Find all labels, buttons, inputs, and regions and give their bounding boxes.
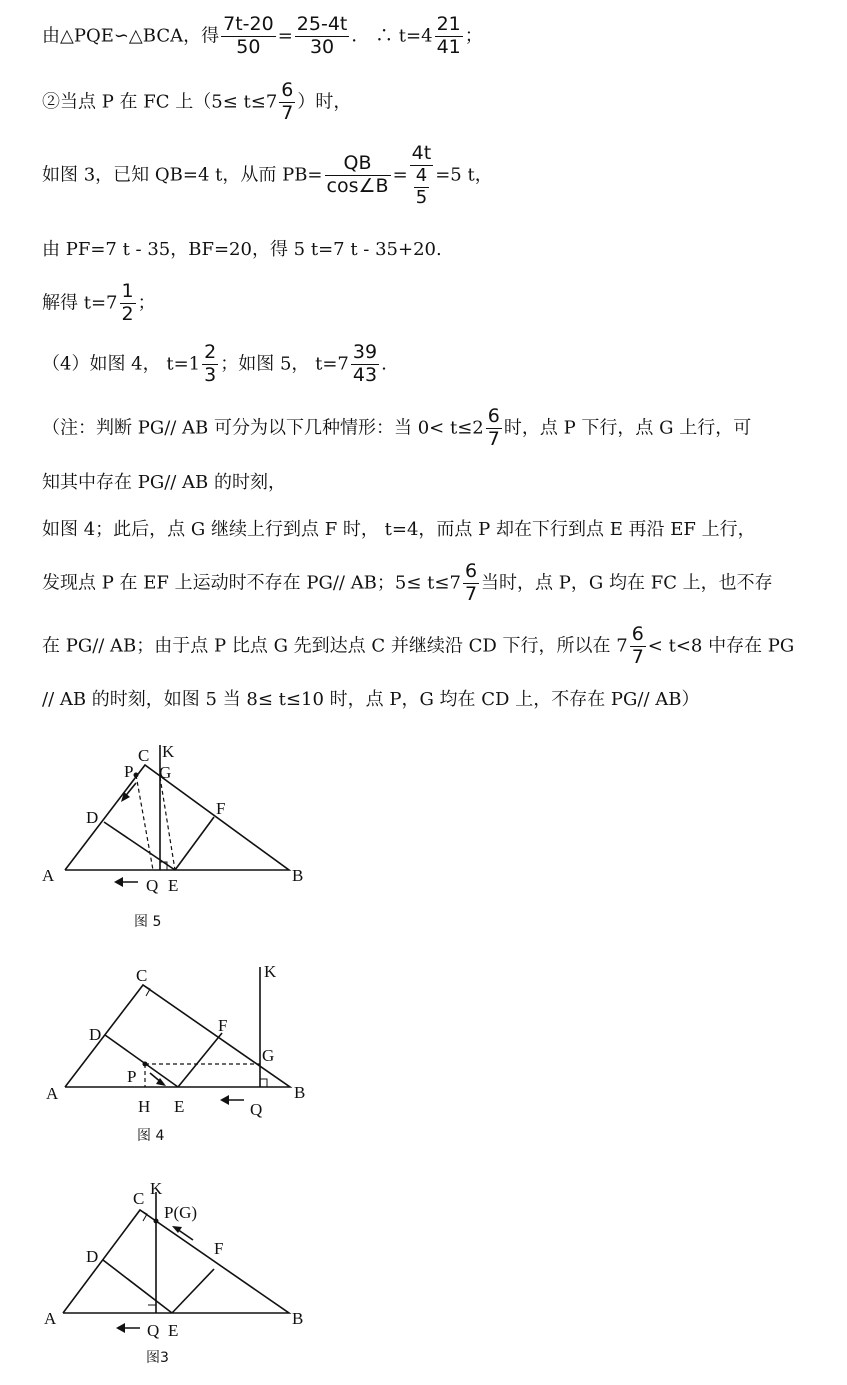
label-a: A: [44, 1309, 57, 1328]
right-angle-mark: [260, 1079, 267, 1087]
segment-ef: [172, 1269, 214, 1313]
fraction: [221, 14, 276, 59]
denominator: 50: [236, 35, 261, 58]
line-pb: [42, 143, 493, 208]
numerator: 21: [436, 13, 461, 35]
segment-de: [104, 822, 175, 870]
text: ）时，: [297, 91, 352, 113]
segment-de: [103, 1260, 172, 1313]
label-e: E: [168, 1321, 179, 1340]
figure-4: [0, 955, 340, 1155]
text: ． ∴ t=4: [351, 25, 433, 47]
note-line-5: [42, 624, 794, 669]
label-d: D: [89, 1025, 102, 1044]
fraction: [295, 14, 350, 59]
figure-5: [0, 735, 340, 935]
label-b: B: [292, 1309, 304, 1328]
denominator: [410, 166, 434, 208]
label-e: E: [168, 876, 179, 895]
label-k: K: [150, 1179, 163, 1198]
label-f: F: [216, 799, 226, 818]
label-k: K: [264, 962, 277, 981]
text: =5 t，: [435, 164, 493, 186]
label-b: B: [294, 1083, 306, 1102]
line-similar-triangles: [42, 14, 483, 59]
arrowhead: [114, 877, 123, 887]
fraction: [463, 561, 479, 606]
fraction: [202, 342, 218, 387]
text: .: [381, 353, 387, 375]
numerator: 25-4t: [296, 13, 348, 35]
label-a: A: [42, 866, 55, 885]
text: （4）如图 4， t=1: [42, 353, 201, 375]
segment-ef: [175, 817, 214, 870]
label-f: F: [218, 1016, 228, 1035]
label-a: A: [46, 1084, 59, 1103]
note-line-1: [42, 406, 751, 451]
text: 在 PG// AB；由于点 P 比点 G 先到达点 C 并继续沿 CD 下行，所以在 7: [42, 635, 628, 657]
note-line-4: [42, 561, 773, 606]
fraction: [351, 342, 379, 387]
nested-fraction: [414, 166, 429, 208]
line-equation: 由 PF=7 t - 35，BF=20，得 5 t=7 t - 35+20.: [42, 239, 442, 260]
line-case-2: [42, 80, 351, 125]
label-c: C: [133, 1189, 145, 1208]
numerator: 7t-20: [223, 13, 274, 35]
text: ；如图 5， t=7: [220, 353, 349, 375]
denominator: cos∠B: [326, 175, 389, 198]
point-p: [134, 773, 139, 778]
numerator: 4: [415, 164, 428, 186]
fraction: [325, 153, 391, 198]
label-p: P: [127, 1067, 137, 1086]
numerator: 6: [464, 560, 478, 582]
text: 当时，点 P，G 均在 FC 上，也不存: [481, 572, 773, 594]
denominator: 7: [631, 645, 644, 668]
numerator: 4t: [411, 142, 432, 164]
denominator: 7: [281, 101, 294, 124]
denominator: 30: [309, 35, 335, 58]
fraction: [486, 406, 502, 451]
numerator: 39: [352, 341, 378, 363]
label-p-g: P(G): [164, 1203, 198, 1222]
denominator: 2: [121, 302, 134, 325]
numerator: 6: [487, 405, 500, 427]
equals: =: [277, 25, 293, 47]
label-g: G: [159, 763, 172, 782]
label-q: Q: [146, 876, 159, 895]
line-part-4: [42, 342, 387, 387]
label-e: E: [174, 1097, 185, 1116]
text: 解得 t=7: [42, 292, 118, 314]
arrowhead: [220, 1095, 229, 1105]
text: ②当点 P 在 FC 上（5≤ t≤7: [42, 91, 278, 113]
note-line-2: 知其中存在 PG// AB 的时刻，: [42, 472, 287, 493]
right-angle-mark: [148, 1305, 156, 1313]
numerator: 6: [631, 623, 644, 645]
fraction: [630, 624, 646, 669]
caption: 图 4: [137, 1128, 165, 1144]
text: （注：判断 PG// AB 可分为以下几种情形：当 0< t≤2: [42, 417, 484, 439]
text: < t<8 中存在 PG: [647, 635, 795, 657]
equals: =: [392, 164, 408, 186]
fraction: [120, 281, 136, 326]
label-d: D: [86, 1247, 99, 1266]
numerator: QB: [325, 153, 391, 176]
label-d: D: [86, 808, 99, 827]
fraction: [279, 80, 295, 125]
denominator: 3: [204, 363, 217, 386]
fraction: [410, 143, 434, 208]
label-q: Q: [147, 1321, 160, 1340]
label-c: C: [136, 966, 148, 985]
text: ；: [464, 25, 483, 47]
denominator: 5: [415, 186, 428, 208]
label-q: Q: [250, 1100, 263, 1119]
dashed-ge: [160, 777, 175, 870]
note-line-6: // AB 的时刻，如图 5 当 8≤ t≤10 时，点 P，G 均在 CD 上，不存在 PG// AB）: [42, 689, 700, 710]
triangle-abc: [65, 765, 289, 870]
text: ；: [137, 292, 156, 314]
numerator: 1: [121, 280, 134, 302]
note-line-3: 如图 4；此后，点 G 继续上行到点 F 时， t=4，而点 P 却在下行到点 E 再沿 EF 上行，: [42, 519, 756, 540]
text: 由△PQE∽△BCA，得: [42, 25, 220, 47]
label-h: H: [138, 1097, 151, 1116]
point-pg: [154, 1219, 159, 1224]
dashed-pq: [136, 775, 153, 870]
numerator: 6: [281, 79, 294, 101]
denominator: 41: [436, 35, 461, 58]
caption: 图3: [146, 1350, 169, 1366]
label-k: K: [162, 742, 175, 761]
text: 如图 3，已知 QB=4 t，从而 PB=: [42, 164, 323, 186]
label-f: F: [214, 1239, 224, 1258]
label-c: C: [138, 746, 150, 765]
denominator: 7: [464, 582, 478, 605]
denominator: 7: [487, 427, 500, 450]
text: 发现点 P 在 EF 上运动时不存在 PG// AB；5≤ t≤7: [42, 572, 461, 594]
fraction: [435, 14, 463, 59]
numerator: 2: [204, 341, 217, 363]
caption: 图 5: [134, 914, 162, 930]
label-g: G: [262, 1046, 275, 1065]
label-p: P: [124, 762, 134, 781]
label-b: B: [292, 866, 304, 885]
text: 时，点 P 下行，点 G 上行，可: [503, 417, 752, 439]
figure-3: [0, 1170, 340, 1385]
segment-ef: [178, 1033, 222, 1087]
line-solve: [42, 281, 156, 326]
segment-de: [105, 1035, 178, 1087]
arrowhead: [116, 1323, 125, 1333]
point-p: [143, 1062, 148, 1067]
denominator: 43: [352, 363, 378, 386]
